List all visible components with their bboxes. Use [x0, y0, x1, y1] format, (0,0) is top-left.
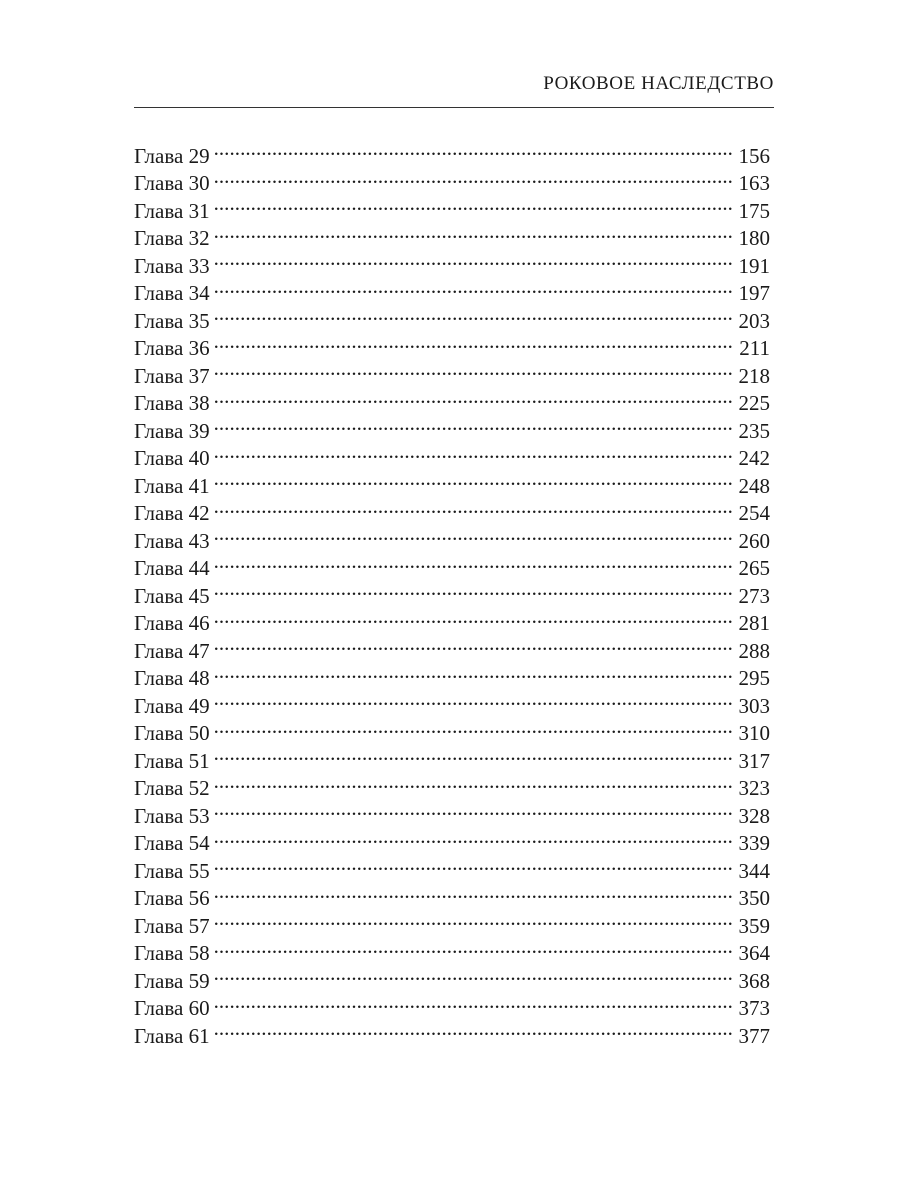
- dot-leader: [214, 135, 733, 163]
- toc-entry[interactable]: [134, 685, 770, 718]
- toc-entry-page-number: 295: [738, 666, 770, 690]
- toc-entry-page-number: 180: [738, 226, 770, 250]
- dot-leader: [214, 410, 733, 438]
- toc-entry[interactable]: [134, 300, 770, 333]
- toc-entry-label: Глава 39: [134, 418, 210, 443]
- dot-leader: [214, 823, 733, 851]
- toc-entry-label: Глава 61: [134, 1023, 210, 1048]
- toc-entry-label: Глава 51: [134, 748, 210, 773]
- toc-entry-label: Глава 58: [134, 941, 210, 965]
- toc-entry[interactable]: [134, 328, 770, 360]
- toc-entry[interactable]: [134, 493, 770, 525]
- toc-entry[interactable]: [134, 465, 770, 498]
- toc-entry-page-number: 359: [738, 913, 770, 938]
- dot-leader: [214, 575, 733, 603]
- toc-entry-label: Глава 38: [134, 391, 210, 415]
- toc-entry-page-number: 203: [738, 308, 770, 333]
- dot-leader: [214, 383, 733, 411]
- dot-leader: [214, 933, 733, 961]
- dot-leader: [214, 988, 733, 1016]
- toc-entry[interactable]: [134, 273, 770, 305]
- toc-entry[interactable]: [134, 575, 770, 608]
- toc-entry[interactable]: [134, 548, 770, 580]
- dot-leader: [214, 245, 733, 273]
- toc-entry-page-number: 368: [738, 968, 770, 993]
- toc-entry-label: Глава 47: [134, 638, 210, 663]
- table-of-contents: [134, 135, 770, 1048]
- toc-entry-label: Глава 44: [134, 556, 210, 580]
- toc-entry[interactable]: [134, 795, 770, 828]
- toc-entry-page-number: 248: [738, 473, 770, 498]
- header-rule: [134, 107, 774, 108]
- toc-entry-label: Глава 40: [134, 446, 210, 470]
- toc-entry-page-number: 323: [738, 776, 770, 800]
- dot-leader: [214, 960, 733, 988]
- dot-leader: [214, 548, 733, 576]
- dot-leader: [214, 190, 733, 218]
- toc-entry-label: Глава 45: [134, 583, 210, 608]
- dot-leader: [214, 795, 733, 823]
- toc-entry-label: Глава 42: [134, 501, 210, 525]
- toc-entry[interactable]: [134, 245, 770, 278]
- dot-leader: [214, 740, 733, 768]
- toc-entry-page-number: 373: [738, 996, 770, 1020]
- toc-entry-label: Глава 53: [134, 803, 210, 828]
- toc-entry[interactable]: [134, 1015, 770, 1048]
- toc-entry[interactable]: [134, 933, 770, 965]
- toc-entry-label: Глава 41: [134, 473, 210, 498]
- toc-entry-label: Глава 49: [134, 693, 210, 718]
- toc-entry[interactable]: [134, 823, 770, 855]
- toc-entry-label: Глава 57: [134, 913, 210, 938]
- toc-entry-page-number: 288: [738, 638, 770, 663]
- toc-entry[interactable]: [134, 905, 770, 938]
- toc-entry-page-number: 218: [738, 363, 770, 388]
- dot-leader: [214, 850, 733, 878]
- toc-entry-page-number: 273: [738, 583, 770, 608]
- toc-entry[interactable]: [134, 850, 770, 883]
- dot-leader: [214, 218, 733, 246]
- toc-entry-page-number: 260: [738, 528, 770, 553]
- toc-entry-page-number: 254: [738, 501, 770, 525]
- toc-entry[interactable]: [134, 630, 770, 663]
- toc-entry-page-number: 328: [738, 803, 770, 828]
- toc-entry-label: Глава 46: [134, 611, 210, 635]
- toc-entry-page-number: 235: [738, 418, 770, 443]
- toc-entry-page-number: 242: [738, 446, 770, 470]
- dot-leader: [214, 685, 733, 713]
- dot-leader: [214, 273, 733, 301]
- toc-entry-page-number: 317: [738, 748, 770, 773]
- toc-entry-page-number: 265: [738, 556, 770, 580]
- toc-entry-label: Глава 29: [134, 143, 210, 168]
- dot-leader: [214, 300, 733, 328]
- toc-entry-label: Глава 37: [134, 363, 210, 388]
- toc-entry-label: Глава 35: [134, 308, 210, 333]
- dot-leader: [214, 465, 733, 493]
- dot-leader: [214, 520, 733, 548]
- toc-entry-page-number: 211: [739, 336, 770, 360]
- toc-entry-label: Глава 30: [134, 171, 210, 195]
- toc-entry[interactable]: [134, 383, 770, 415]
- toc-entry-page-number: 156: [738, 143, 770, 168]
- toc-entry-page-number: 310: [738, 721, 770, 745]
- toc-entry-page-number: 225: [738, 391, 770, 415]
- toc-entry[interactable]: [134, 740, 770, 773]
- toc-entry-label: Глава 59: [134, 968, 210, 993]
- toc-entry[interactable]: [134, 520, 770, 553]
- toc-entry-page-number: 191: [738, 253, 770, 278]
- dot-leader: [214, 493, 733, 521]
- toc-entry-page-number: 364: [738, 941, 770, 965]
- toc-entry[interactable]: [134, 878, 770, 910]
- toc-entry-label: Глава 36: [134, 336, 210, 360]
- toc-entry-page-number: 281: [738, 611, 770, 635]
- toc-entry[interactable]: [134, 438, 770, 470]
- dot-leader: [214, 768, 733, 796]
- dot-leader: [214, 878, 733, 906]
- toc-entry[interactable]: [134, 355, 770, 388]
- toc-entry-label: Глава 43: [134, 528, 210, 553]
- toc-entry-label: Глава 32: [134, 226, 210, 250]
- toc-entry-label: Глава 31: [134, 198, 210, 223]
- toc-entry-label: Глава 56: [134, 886, 210, 910]
- dot-leader: [214, 355, 733, 383]
- toc-entry-label: Глава 33: [134, 253, 210, 278]
- toc-entry-page-number: 350: [738, 886, 770, 910]
- toc-entry-page-number: 175: [738, 198, 770, 223]
- toc-entry[interactable]: [134, 603, 770, 635]
- dot-leader: [214, 658, 733, 686]
- toc-entry-label: Глава 52: [134, 776, 210, 800]
- toc-entry-label: Глава 34: [134, 281, 210, 305]
- toc-entry[interactable]: [134, 218, 770, 250]
- toc-entry-page-number: 377: [738, 1023, 770, 1048]
- dot-leader: [214, 1015, 733, 1043]
- toc-entry-label: Глава 50: [134, 721, 210, 745]
- toc-entry[interactable]: [134, 190, 770, 223]
- dot-leader: [214, 163, 733, 191]
- dot-leader: [214, 905, 733, 933]
- dot-leader: [214, 603, 733, 631]
- toc-entry[interactable]: [134, 960, 770, 993]
- toc-entry[interactable]: [134, 768, 770, 800]
- toc-entry[interactable]: [134, 713, 770, 745]
- toc-entry-page-number: 339: [738, 831, 770, 855]
- toc-entry-page-number: 163: [738, 171, 770, 195]
- dot-leader: [214, 438, 733, 466]
- toc-entry[interactable]: [134, 658, 770, 690]
- toc-entry-page-number: 197: [738, 281, 770, 305]
- toc-entry-label: Глава 48: [134, 666, 210, 690]
- toc-entry[interactable]: [134, 988, 770, 1020]
- toc-entry[interactable]: [134, 135, 770, 168]
- toc-entry-page-number: 344: [738, 858, 770, 883]
- dot-leader: [214, 328, 734, 356]
- toc-entry-label: Глава 60: [134, 996, 210, 1020]
- toc-entry[interactable]: [134, 163, 770, 195]
- toc-entry[interactable]: [134, 410, 770, 443]
- toc-entry-label: Глава 55: [134, 858, 210, 883]
- toc-entry-page-number: 303: [738, 693, 770, 718]
- toc-entry-label: Глава 54: [134, 831, 210, 855]
- dot-leader: [214, 713, 733, 741]
- running-title: РОКОВОЕ НАСЛЕДСТВО: [543, 73, 774, 94]
- dot-leader: [214, 630, 733, 658]
